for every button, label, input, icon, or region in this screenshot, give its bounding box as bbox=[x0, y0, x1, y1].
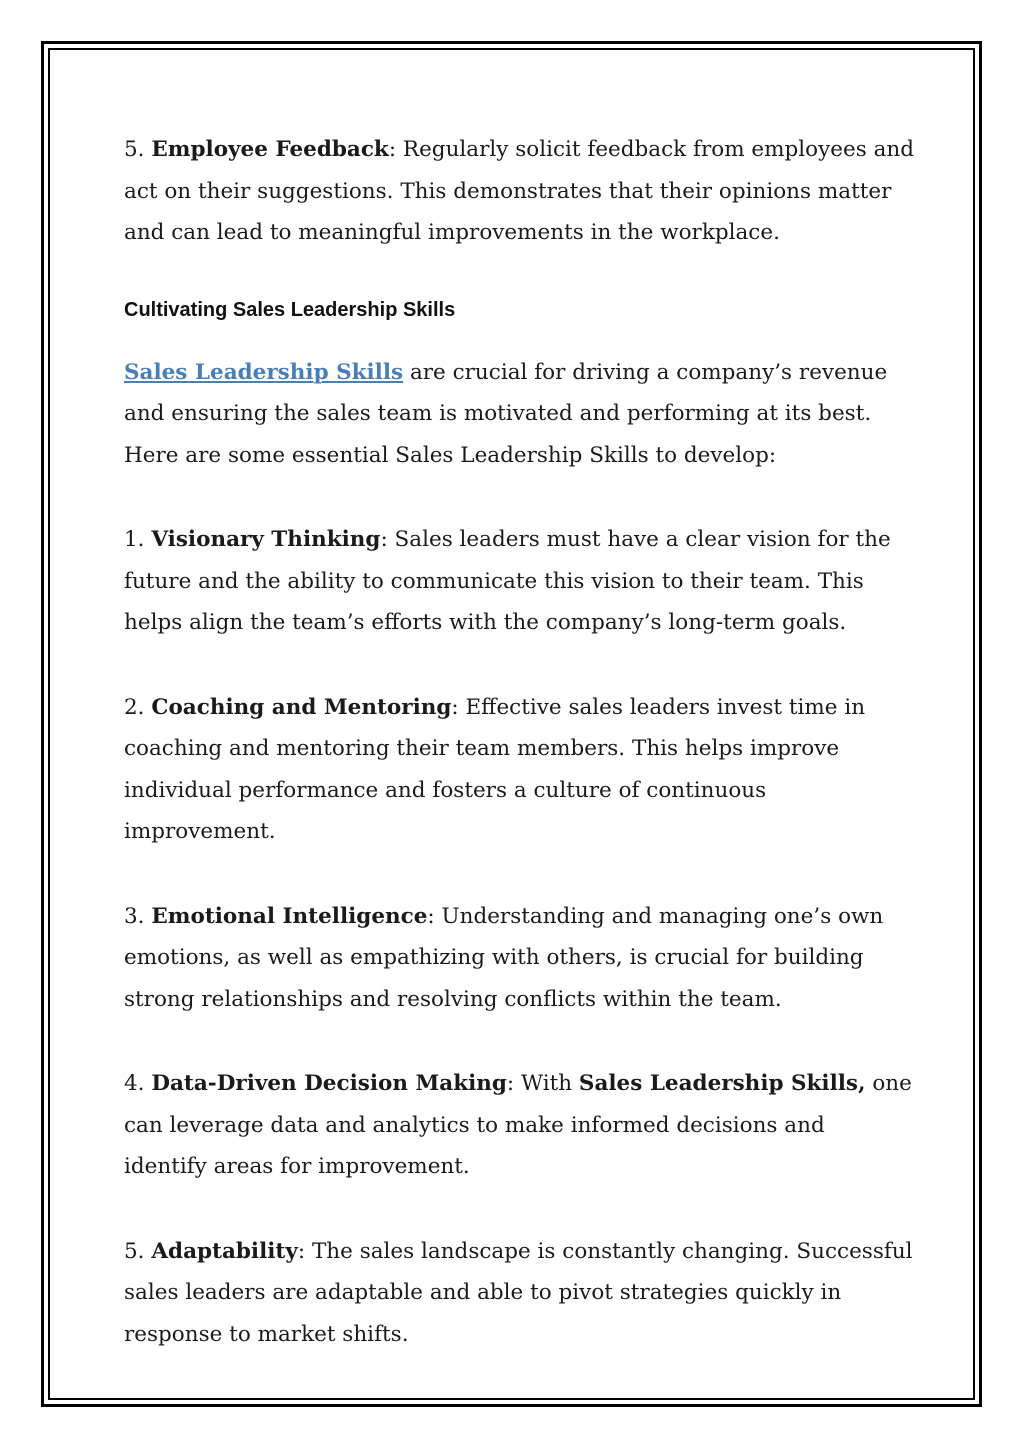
item-title: Employee Feedback bbox=[151, 137, 389, 162]
list-item bbox=[124, 519, 914, 644]
item-text: : Understanding and managing one’s own emotions, as well as empathizing with others, is crucial for building strong relationships and resolving conflicts within the team. bbox=[124, 903, 884, 1012]
item-number: 5. bbox=[124, 1238, 152, 1264]
item-text: : Sales leaders must have a clear vision for the future and the ability to communicate this vision to their team. This helps align the team’s efforts with the company’s long-term goals. bbox=[124, 527, 891, 635]
item-text: : The sales landscape is constantly changing. Successful sales leaders are adaptable and able to pivot strategies quickly in response to market shifts. bbox=[124, 1238, 913, 1347]
item-title: Coaching and Mentoring bbox=[151, 694, 452, 720]
list-item bbox=[124, 687, 914, 853]
list-item bbox=[124, 896, 914, 1021]
item-title: Emotional Intelligence bbox=[151, 903, 428, 929]
item-number: 4. bbox=[124, 1071, 152, 1096]
list-item bbox=[124, 1231, 914, 1356]
employee-feedback-paragraph bbox=[124, 129, 914, 254]
item-number: 3. bbox=[124, 903, 152, 929]
item-text: : Regularly solicit feedback from employees and act on their suggestions. This demonstrates that their opinions matter and can lead to meaningful improvements in the workplace. bbox=[124, 137, 914, 245]
item-number: 5. bbox=[124, 137, 152, 162]
section-intro-text: are crucial for driving a company’s revenue and ensuring the sales team is motivated and performing at its best. Here are some essential Sales Leadership Skills to develop: bbox=[124, 359, 888, 468]
sales-leadership-skills-link[interactable]: Sales Leadership Skills bbox=[124, 359, 404, 385]
item-text: : Effective sales leaders invest time in coaching and mentoring their team members. This helps improve individual performance and fosters a culture of continuous improvement. bbox=[124, 694, 866, 844]
list-item bbox=[124, 1063, 914, 1188]
section-intro-paragraph bbox=[124, 352, 914, 477]
section-heading: Cultivating Sales Leadership Skills bbox=[124, 298, 456, 321]
item-number: 2. bbox=[124, 694, 152, 720]
item-bold-phrase: Sales Leadership Skills, bbox=[578, 1071, 866, 1096]
item-title: Data-Driven Decision Making bbox=[151, 1071, 507, 1096]
item-number: 1. bbox=[124, 527, 152, 552]
item-text: : With bbox=[506, 1071, 579, 1096]
document-body bbox=[124, 129, 914, 1355]
item-text: one can leverage data and analytics to make informed decisions and identify areas for improvement. bbox=[124, 1071, 912, 1179]
item-title: Visionary Thinking bbox=[151, 527, 381, 552]
item-title: Adaptability bbox=[151, 1238, 298, 1264]
